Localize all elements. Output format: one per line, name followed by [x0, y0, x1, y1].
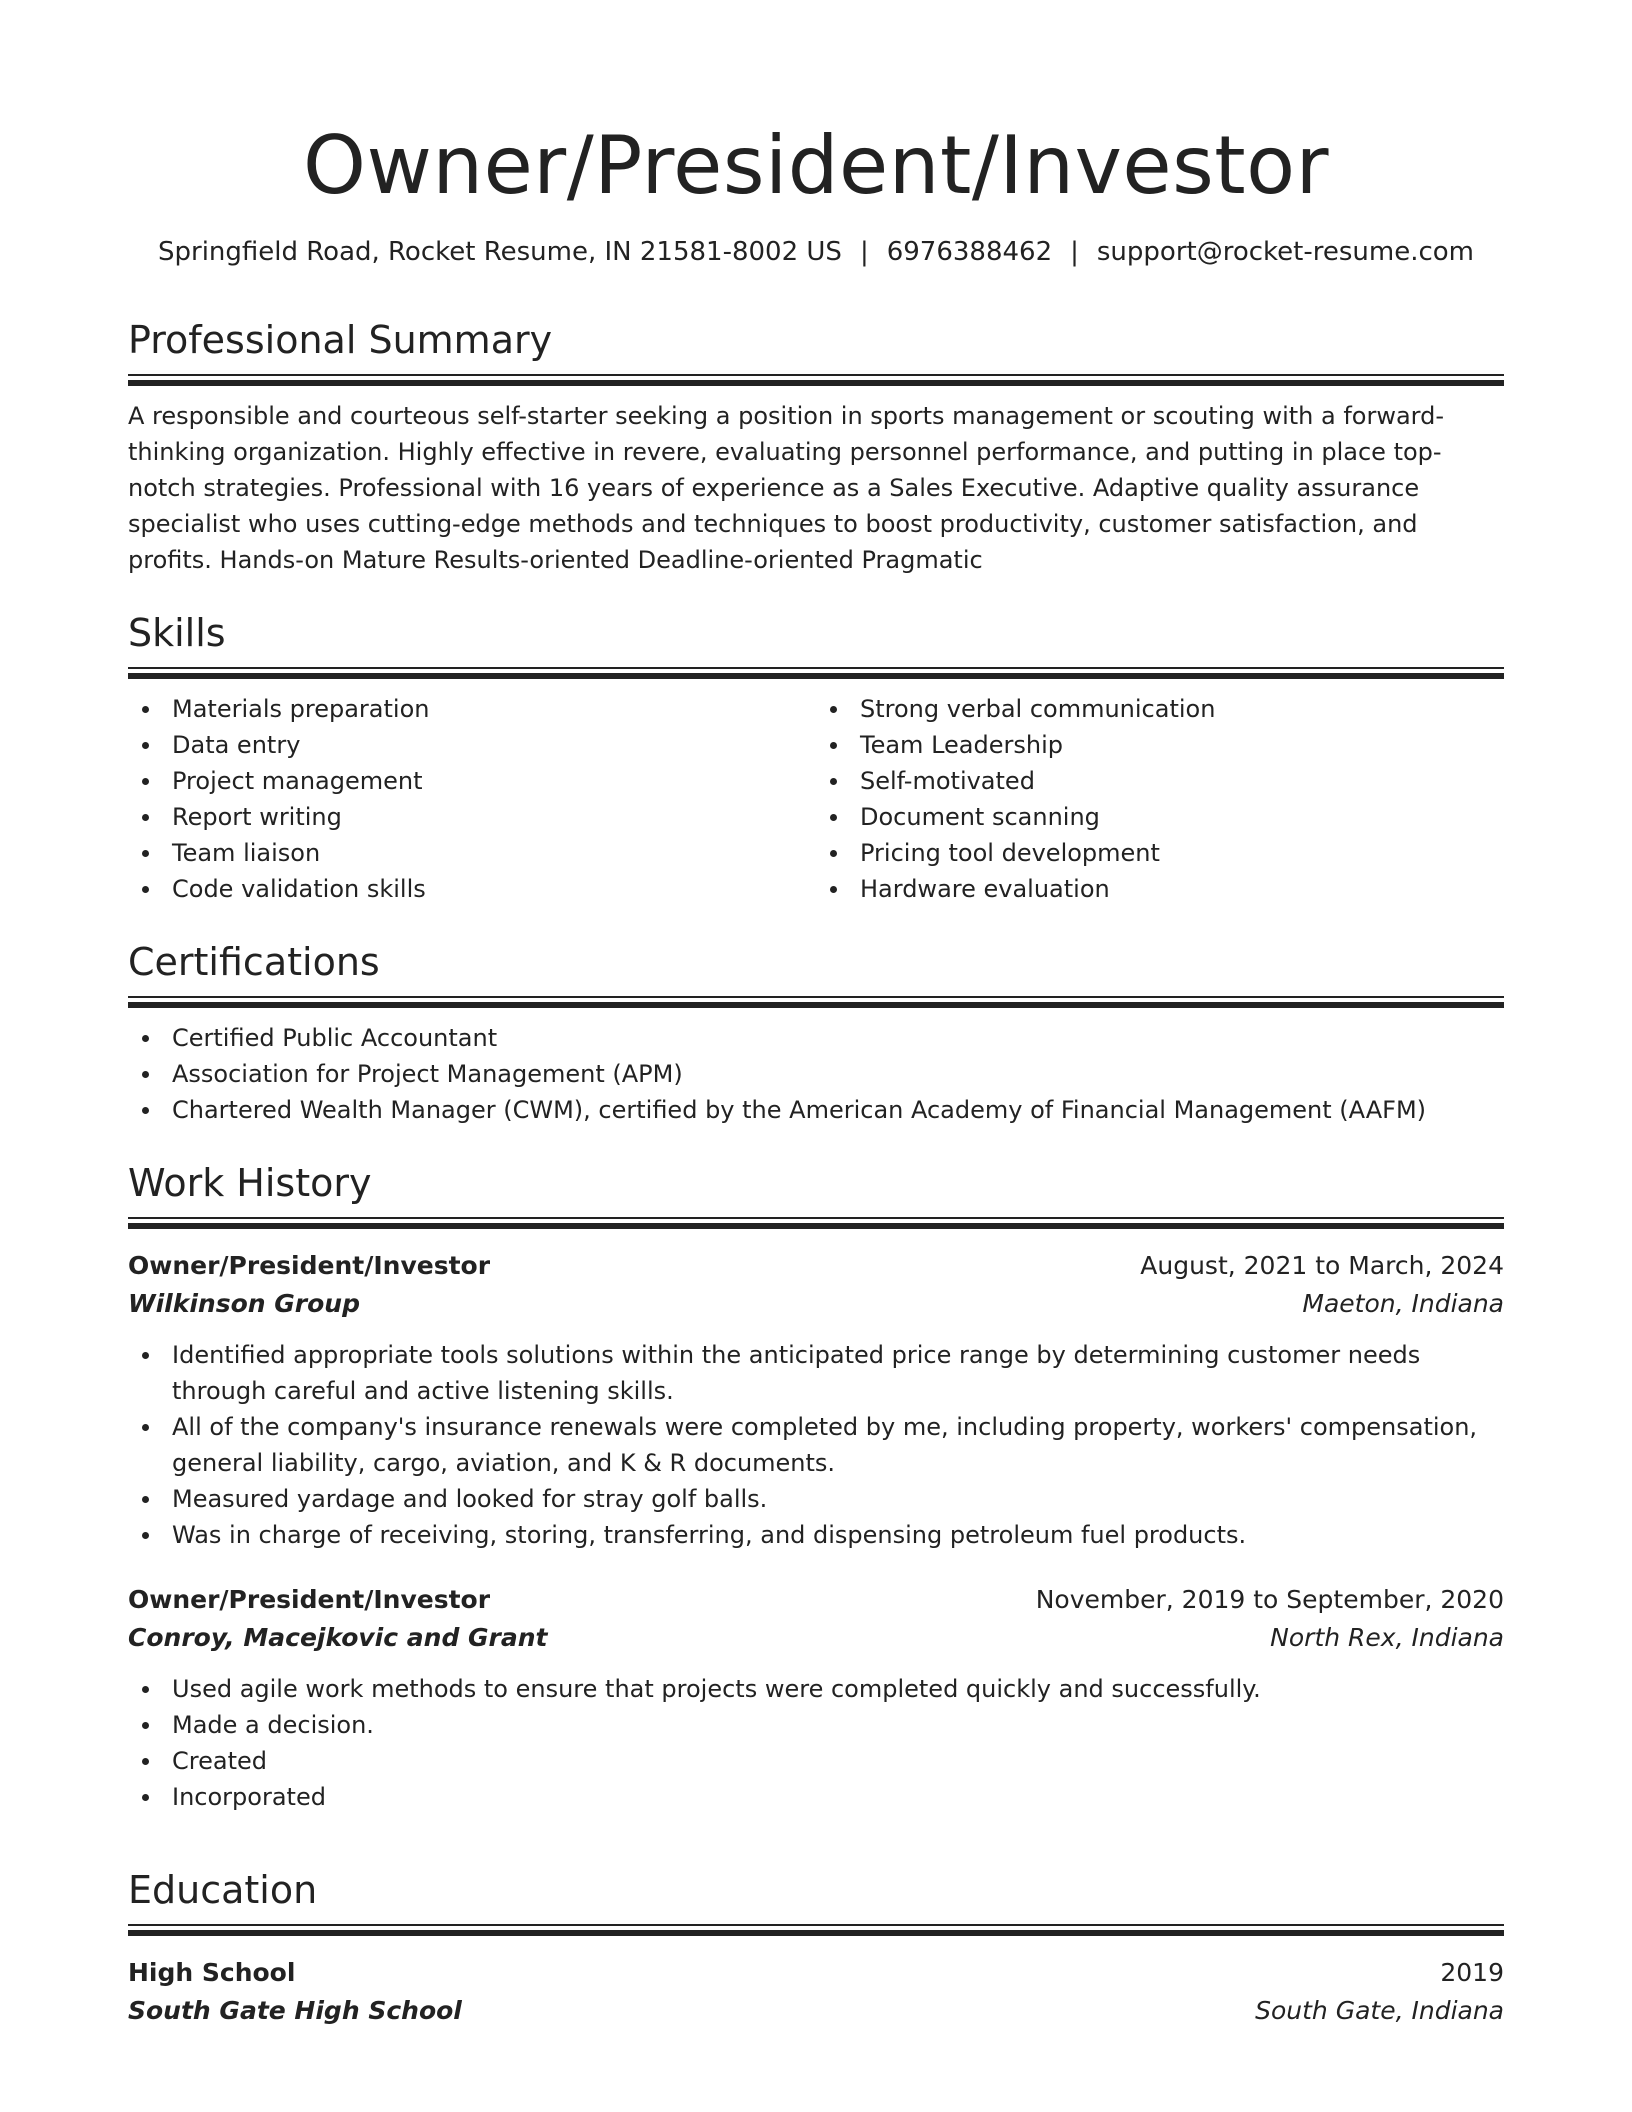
job-entry — [128, 1581, 1504, 1815]
section-divider — [128, 996, 1504, 1006]
job-bullet: Used agile work methods to ensure that projects were completed quickly and successfully. — [128, 1671, 1504, 1707]
skills-column-left — [128, 691, 816, 907]
contact-separator: | — [1070, 237, 1079, 267]
job-dates: November, 2019 to September, 2020 — [1035, 1585, 1504, 1614]
job-bullets — [128, 1671, 1504, 1815]
certification-item: Certified Public Accountant — [128, 1020, 1504, 1056]
skill-item: Self-motivated — [816, 763, 1504, 799]
resume-header — [128, 118, 1504, 270]
education-degree: High School — [128, 1958, 296, 1987]
skills-grid — [128, 691, 1504, 907]
candidate-name: Owner/President/Investor — [302, 119, 1330, 212]
job-location: Maeton, Indiana — [1302, 1289, 1504, 1318]
certifications-list — [128, 1020, 1504, 1128]
job-dates: August, 2021 to March, 2024 — [1140, 1251, 1504, 1280]
skill-item: Project management — [128, 763, 816, 799]
education-header — [128, 1954, 1504, 1992]
contact-line — [128, 234, 1504, 270]
job-bullet: Created — [128, 1743, 1504, 1779]
job-location: North Rex, Indiana — [1270, 1623, 1504, 1652]
job-header — [128, 1247, 1504, 1285]
skill-item: Team liaison — [128, 835, 816, 871]
job-entry — [128, 1247, 1504, 1553]
skill-item: Strong verbal communication — [816, 691, 1504, 727]
education-school: South Gate High School — [128, 1996, 462, 2025]
section-title-certifications: Certifications — [128, 940, 380, 984]
job-bullet: Was in charge of receiving, storing, transferring, and dispensing petroleum fuel products. — [128, 1517, 1504, 1553]
contact-phone: 6976388462 — [886, 237, 1053, 267]
skill-item: Hardware evaluation — [816, 871, 1504, 907]
education-location: South Gate, Indiana — [1255, 1996, 1504, 2025]
education-subheader — [128, 1992, 1504, 2030]
skills-column-right — [816, 691, 1504, 907]
section-title-work-history: Work History — [128, 1161, 372, 1205]
skills-section — [128, 609, 1504, 907]
job-bullet: Incorporated — [128, 1779, 1504, 1815]
contact-email: support@rocket-resume.com — [1096, 237, 1474, 267]
job-bullet: Identified appropriate tools solutions within the anticipated price range by determining customer needs through careful and active listening skills. — [128, 1337, 1504, 1409]
section-title-summary: Professional Summary — [128, 318, 553, 362]
skill-item: Materials preparation — [128, 691, 816, 727]
education-section — [128, 1866, 1504, 2030]
skill-item: Team Leadership — [816, 727, 1504, 763]
skill-item: Pricing tool development — [816, 835, 1504, 871]
section-title-skills: Skills — [128, 611, 226, 655]
education-entry — [128, 1954, 1504, 2030]
job-title: Owner/President/Investor — [128, 1251, 491, 1280]
job-company: Wilkinson Group — [128, 1289, 360, 1318]
job-subheader — [128, 1285, 1504, 1323]
job-bullet: Made a decision. — [128, 1707, 1504, 1743]
job-header — [128, 1581, 1504, 1619]
certification-item: Association for Project Management (APM) — [128, 1056, 1504, 1092]
summary-text: A responsible and courteous self-starter seeking a position in sports management or scouting with a forward-thinking organization. Highly effective in revere, evaluating personnel performance, and putting in place top-notch strategies. Professional with 16 years of experience as a Sales Executive. Adaptive quality assurance specialist who uses cutting-edge methods and techniques to boost productivity, customer satisfaction, and profits. Hands-on Mature Results-oriented Deadline-oriented Pragmatic — [128, 402, 1445, 574]
section-divider — [128, 667, 1504, 677]
job-subheader — [128, 1619, 1504, 1657]
skill-item: Document scanning — [816, 799, 1504, 835]
work-history-section — [128, 1159, 1504, 1815]
job-bullets — [128, 1337, 1504, 1553]
section-divider — [128, 1217, 1504, 1227]
job-title: Owner/President/Investor — [128, 1585, 491, 1614]
section-divider — [128, 1924, 1504, 1934]
contact-separator: | — [859, 237, 869, 267]
job-bullet: All of the company's insurance renewals were completed by me, including property, workers' compensation, general liability, cargo, aviation, and K & R documents. — [128, 1409, 1504, 1481]
skill-item: Data entry — [128, 727, 816, 763]
education-year: 2019 — [1440, 1958, 1504, 1987]
skill-item: Report writing — [128, 799, 816, 835]
contact-address: Springfield Road, Rocket Resume, IN 21581-8002 US — [158, 237, 842, 267]
job-company: Conroy, Macejkovic and Grant — [128, 1623, 548, 1652]
job-bullet: Measured yardage and looked for stray golf balls. — [128, 1481, 1504, 1517]
summary-section — [128, 316, 1504, 578]
section-title-education: Education — [128, 1868, 318, 1912]
certification-item: Chartered Wealth Manager (CWM), certified by the American Academy of Financial Management (AAFM) — [128, 1092, 1504, 1128]
skill-item: Code validation skills — [128, 871, 816, 907]
section-divider — [128, 374, 1504, 384]
certifications-section — [128, 938, 1504, 1128]
